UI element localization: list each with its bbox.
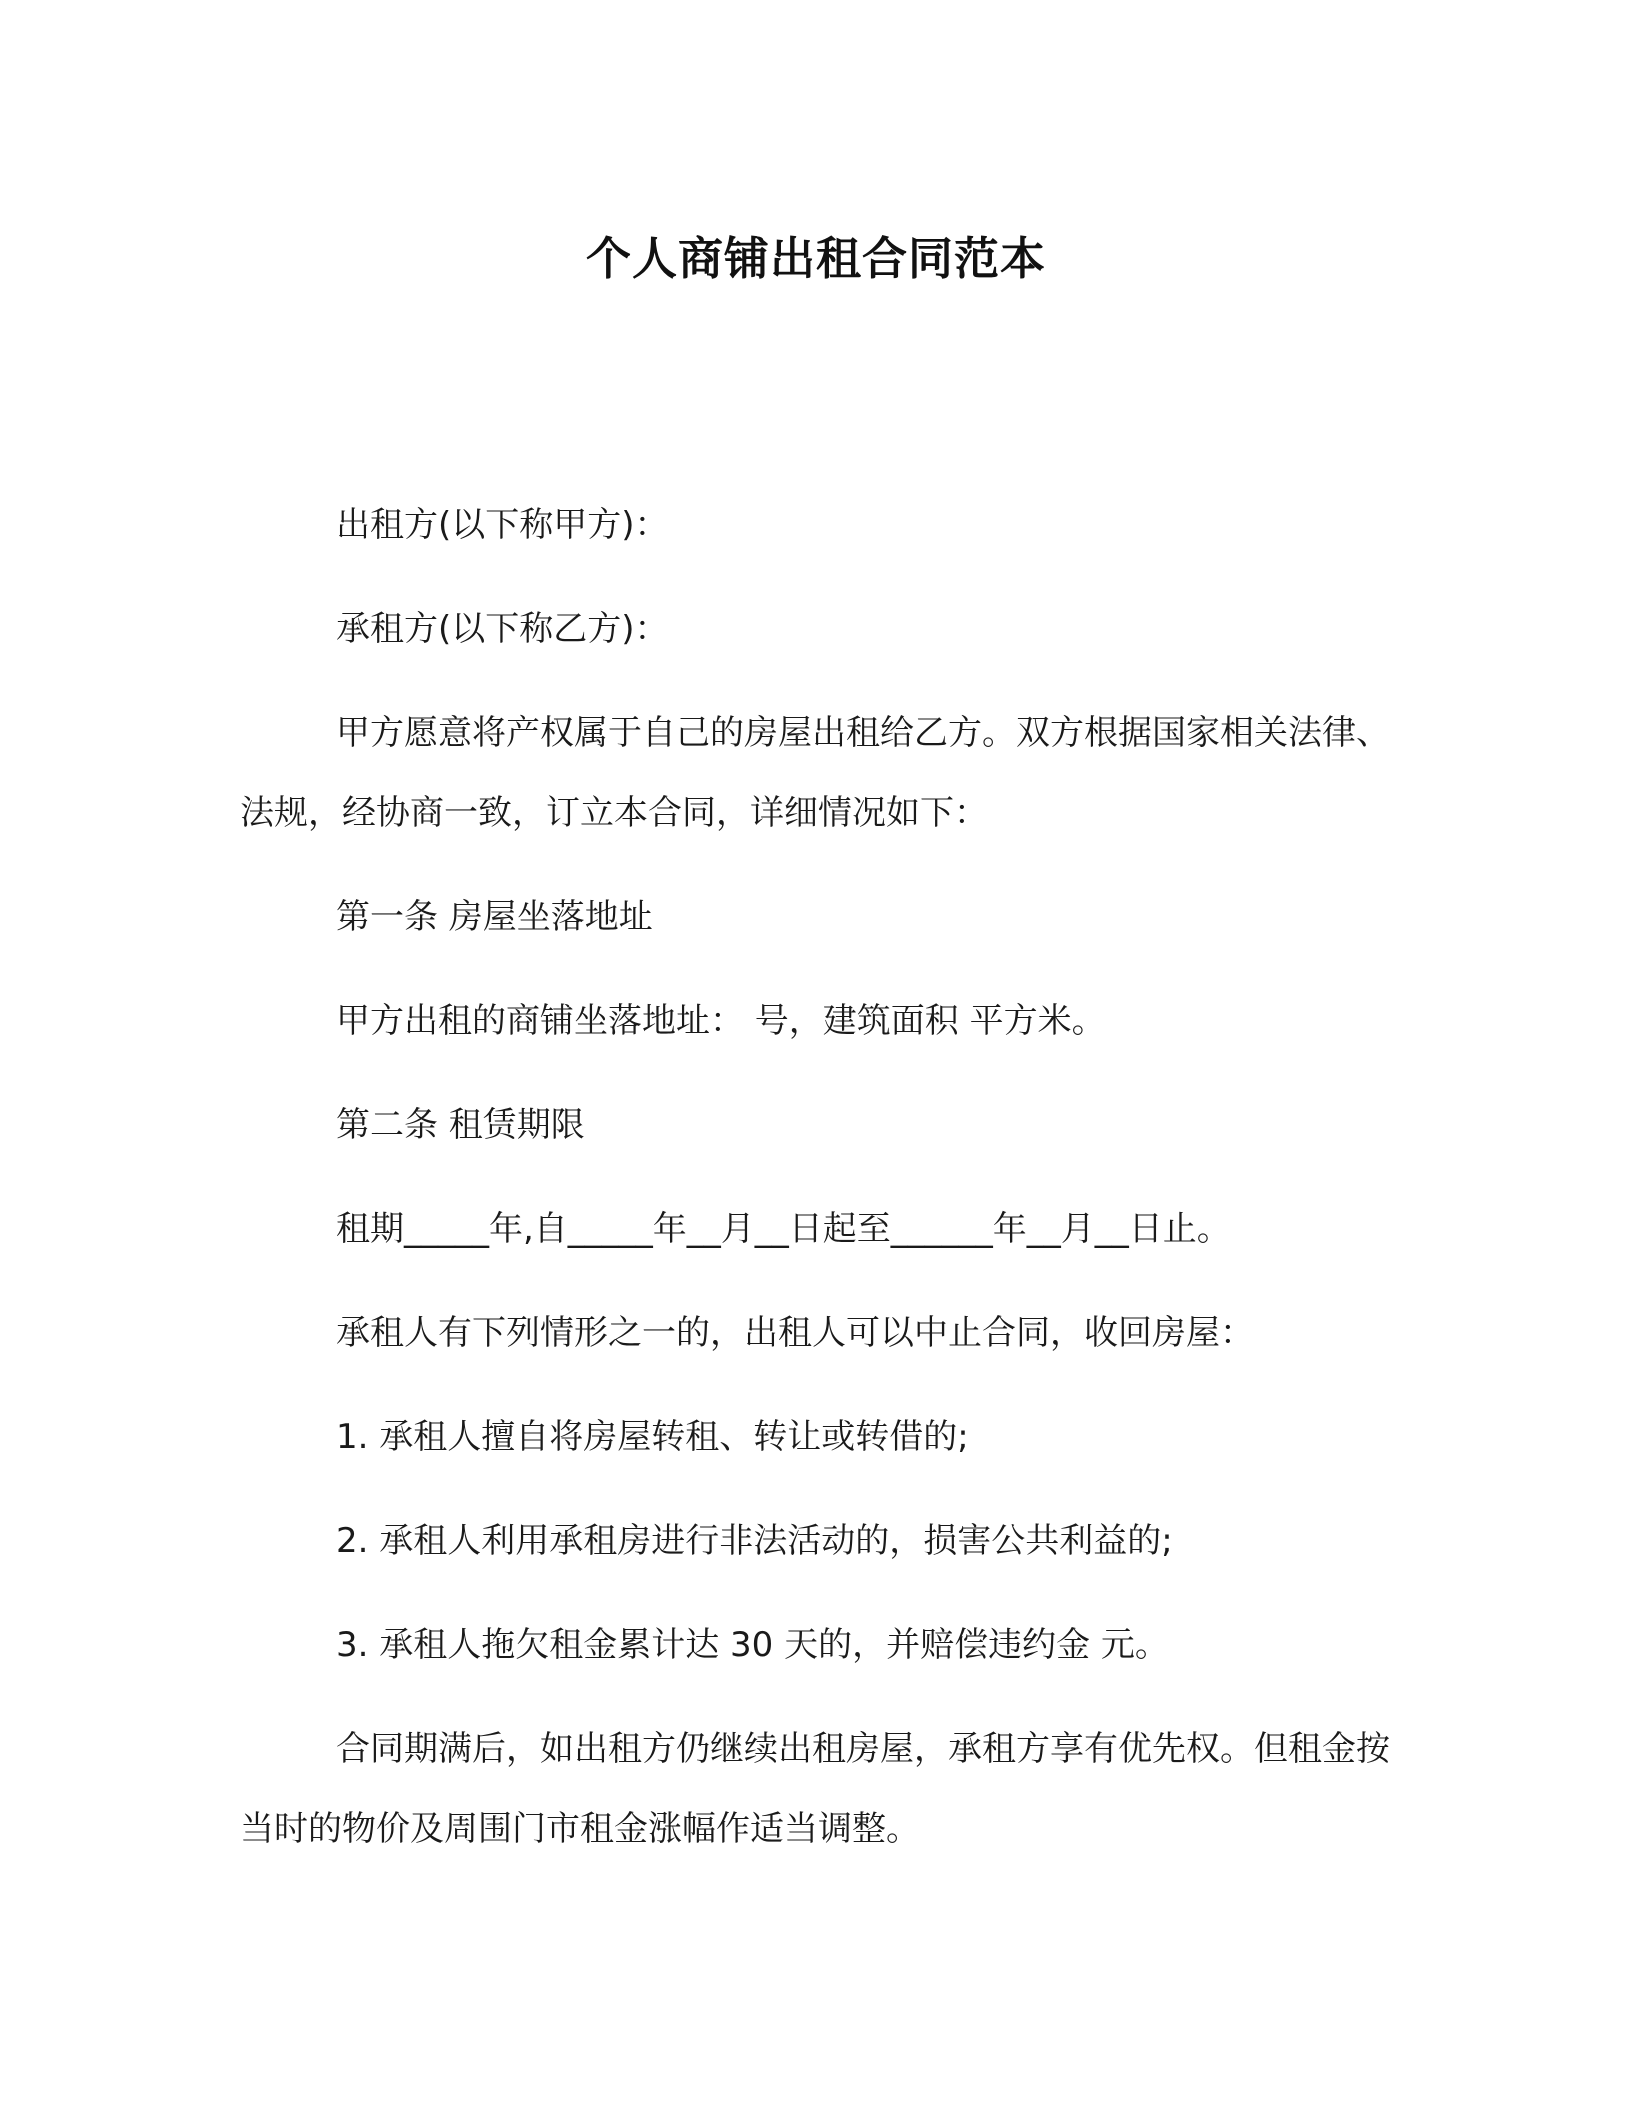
paragraph-intro: 甲方愿意将产权属于自己的房屋出租给乙方。双方根据国家相关法律、法规，经协商一致，订立本合同，详细情况如下： (240, 713, 1390, 833)
paragraph-term: 租期_____年,自_____年__月__日起至______年__月__日止。 (336, 1209, 1231, 1249)
paragraph-renewal: 合同期满后，如出租方仍继续出租房屋，承租方享有优先权。但租金按当时的物价及周围门市租金涨幅作适当调整。 (240, 1729, 1390, 1849)
paragraph-termination-conditions: 承租人有下列情形之一的，出租人可以中止合同，收回房屋： (336, 1313, 1254, 1353)
list-item-1: 1. 承租人擅自将房屋转租、转让或转借的; (336, 1417, 969, 1457)
article-2-heading: 第二条 租赁期限 (336, 1105, 585, 1145)
document-body (240, 485, 1390, 1893)
document-title: 个人商铺出租合同范本 (585, 232, 1046, 285)
article-1-heading: 第一条 房屋坐落地址 (336, 897, 653, 937)
paragraph-lessor: 出租方(以下称甲方)： (336, 505, 669, 545)
paragraph-lessee: 承租方(以下称乙方)： (336, 609, 669, 649)
list-item-3: 3. 承租人拖欠租金累计达 30 天的，并赔偿违约金 元。 (336, 1625, 1169, 1665)
paragraph-address: 甲方出租的商铺坐落地址： 号，建筑面积 平方米。 (336, 1001, 1106, 1041)
list-item-2: 2. 承租人利用承租房进行非法活动的，损害公共利益的; (336, 1521, 1173, 1561)
